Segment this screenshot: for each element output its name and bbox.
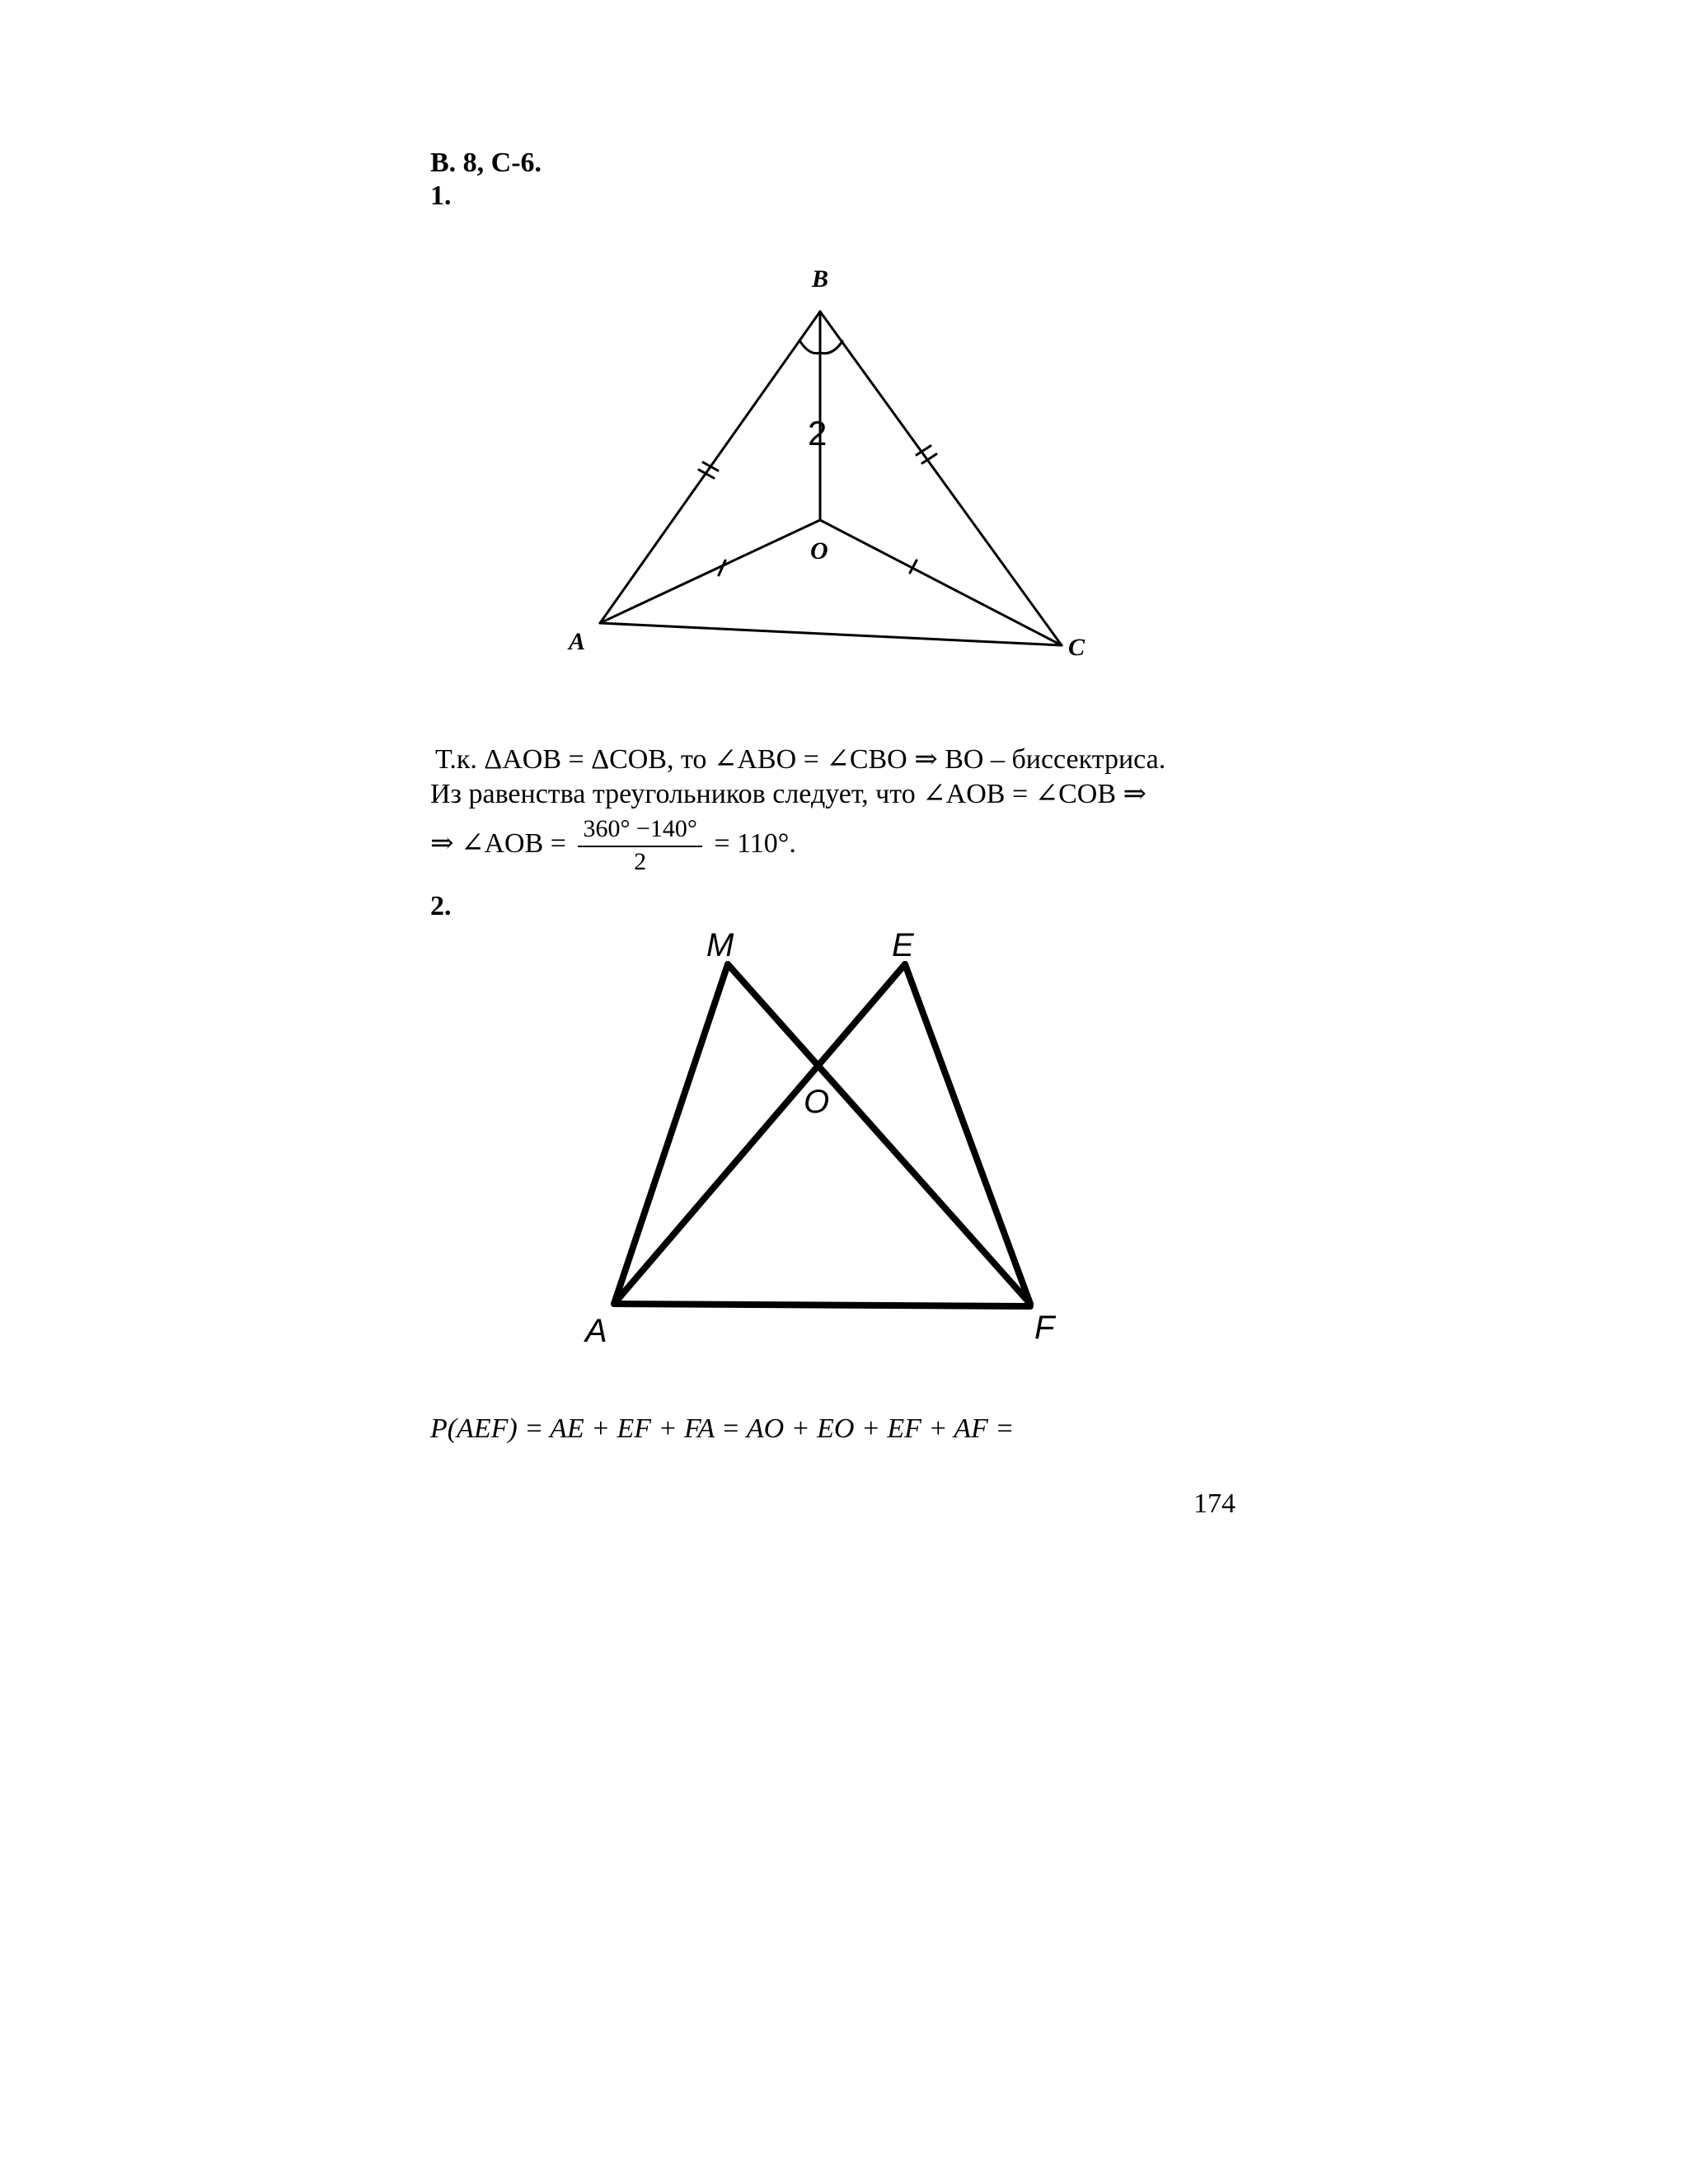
solution-1-line-2: Из равенства треугольников следует, что ∠AOB = ∠COB ⇒ — [430, 779, 1147, 809]
label-m: M — [706, 927, 734, 963]
segment-af — [614, 1304, 1030, 1306]
segment-ma — [614, 964, 728, 1304]
label-b: B — [812, 265, 829, 293]
segment-mf — [728, 964, 1030, 1304]
formula-prefix: ⇒ ∠AOB = — [430, 827, 566, 859]
segment-ef — [905, 964, 1030, 1304]
section-title: В. 8, С-6. — [430, 148, 542, 178]
fraction-denominator: 2 — [634, 848, 647, 875]
solution-2-line-1: P(AEF) = AE + EF + FA = AO + EO + EF + AF = — [430, 1413, 1015, 1444]
formula-result: = 110°. — [714, 827, 796, 859]
handwritten-mark: 2 — [808, 414, 828, 452]
fraction-numerator: 360° −140° — [578, 814, 701, 847]
label-o: O — [810, 537, 828, 565]
problem-1-number: 1. — [430, 180, 452, 211]
label-c: C — [1068, 634, 1085, 661]
label-f: F — [1034, 1310, 1055, 1346]
page-number: 174 — [1193, 1488, 1236, 1519]
label-e: E — [892, 927, 914, 963]
label-a: A — [569, 628, 586, 655]
solution-1-line-1: Т.к. ΔAOB = ΔCOB, то ∠ABO = ∠CBO ⇒ BO – биссектриса. — [435, 744, 1166, 775]
label-a-2: A — [585, 1313, 607, 1349]
segment-ea — [614, 964, 905, 1304]
problem-2-number: 2. — [430, 891, 452, 921]
label-o-2: O — [804, 1084, 830, 1120]
